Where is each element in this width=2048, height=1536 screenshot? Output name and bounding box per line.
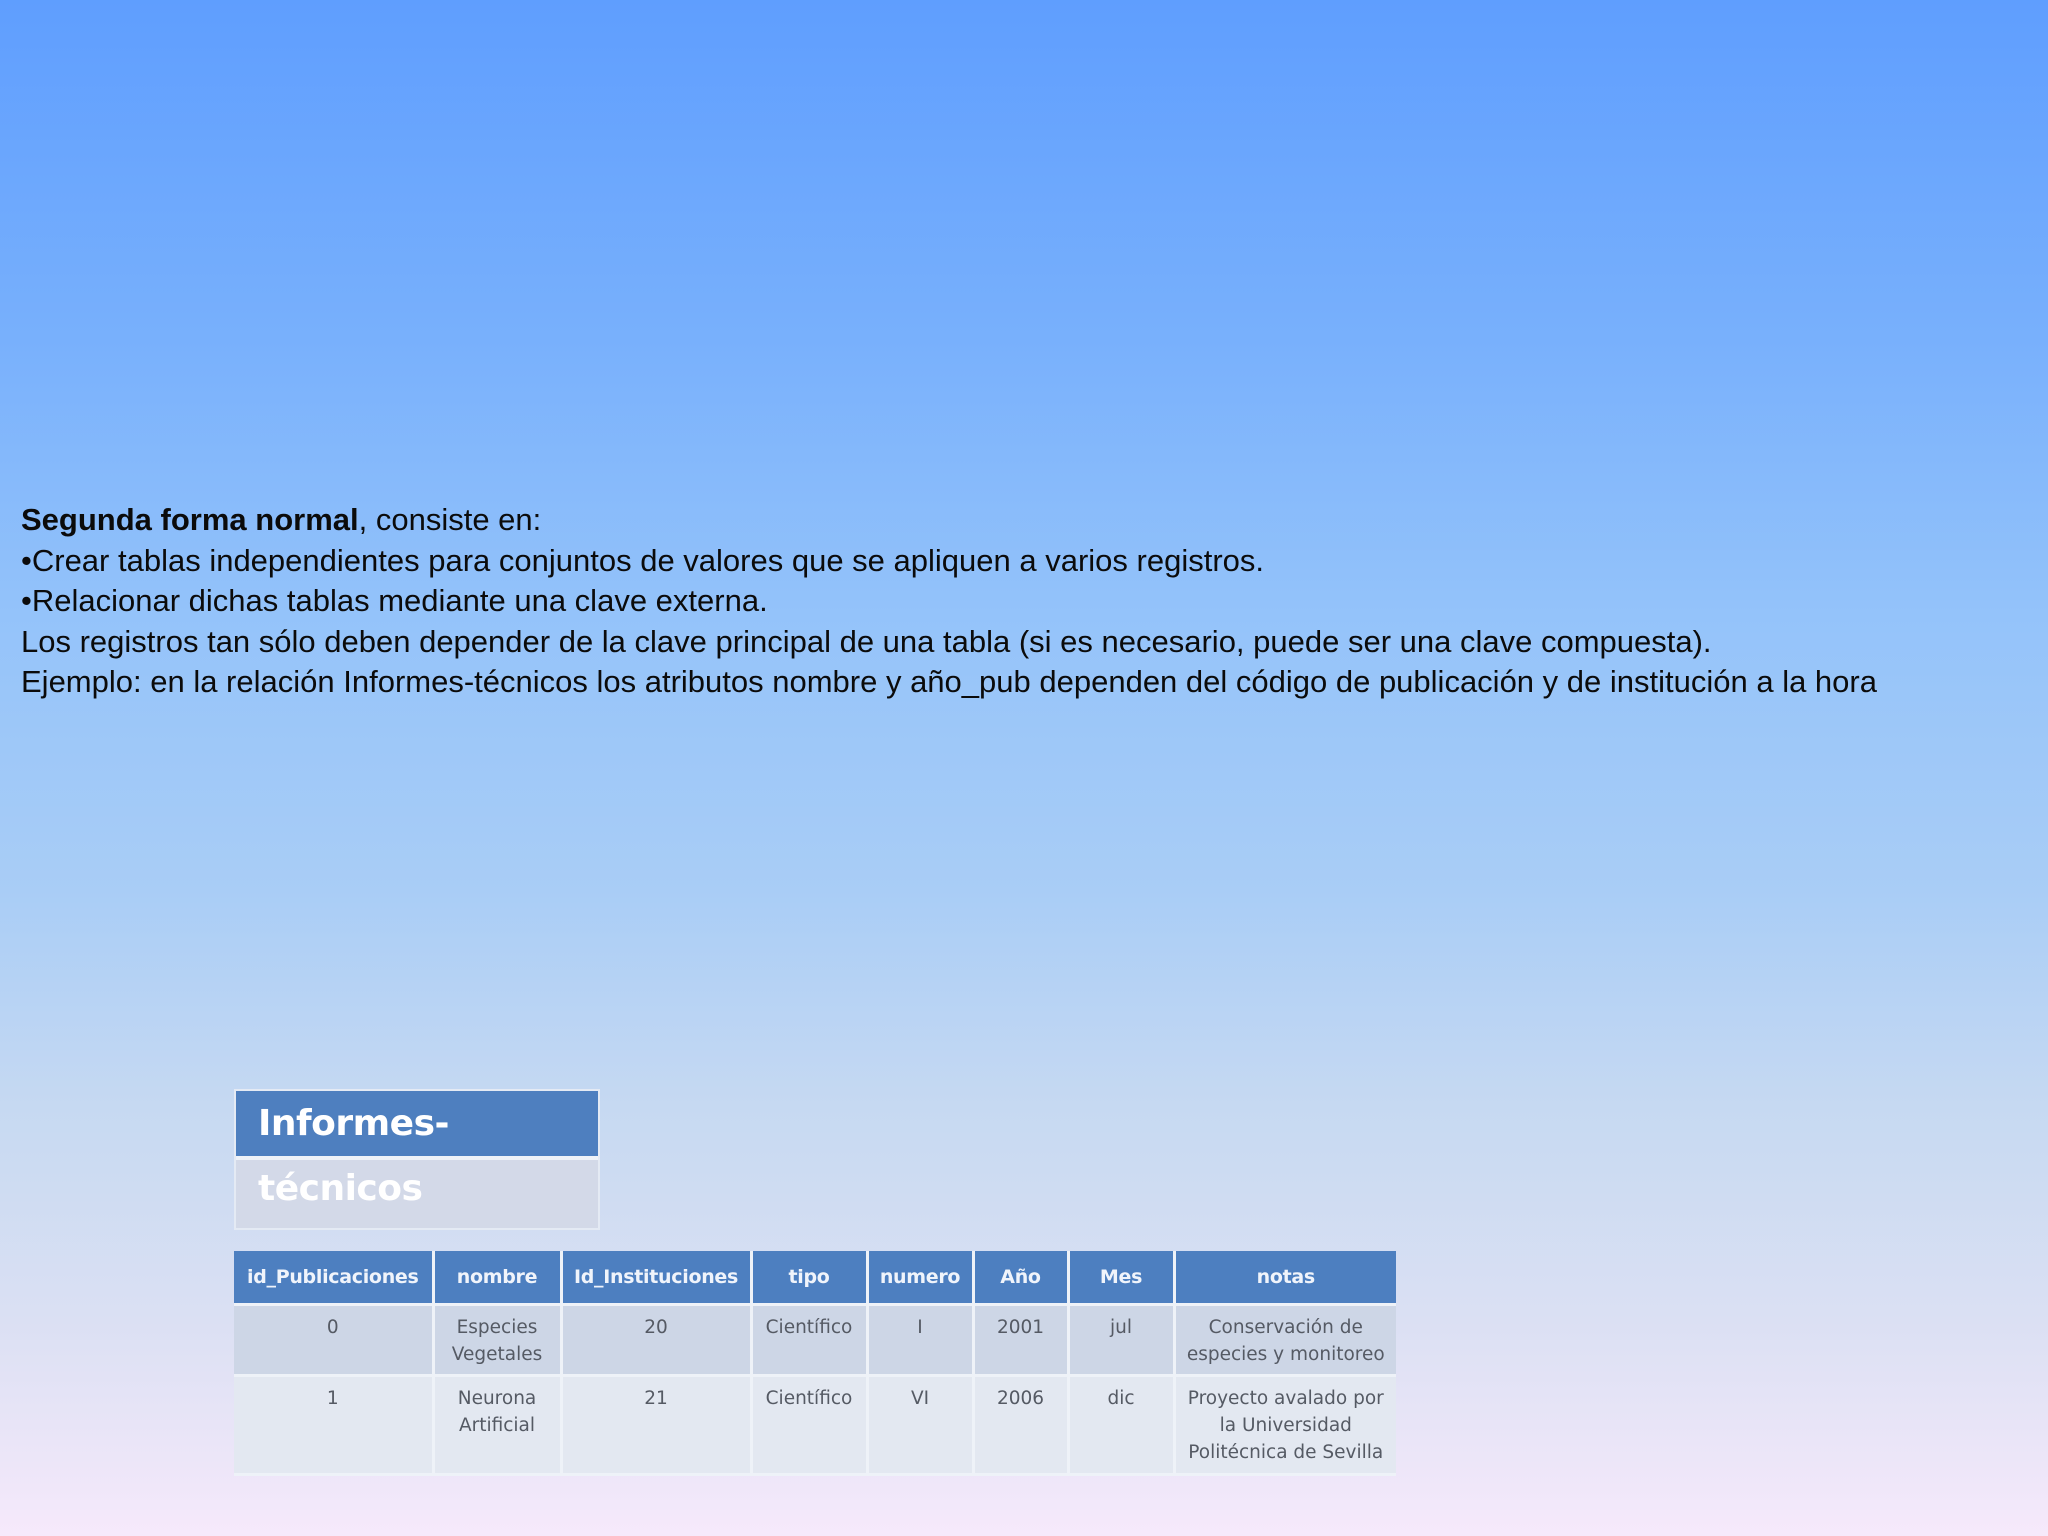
slide-text — [21, 500, 2048, 703]
table-caption-box — [234, 1089, 600, 1230]
header-nombre: nombre — [433, 1251, 561, 1305]
header-notas: notas — [1174, 1251, 1396, 1305]
cell-numero: VI — [867, 1376, 973, 1475]
cell-notas-line: Proyecto avalado por — [1187, 1388, 1384, 1409]
cell-notas-line: especies y monitoreo — [1186, 1344, 1385, 1365]
cell-id-instituciones: 21 — [561, 1376, 751, 1475]
cell-tipo: Científico — [751, 1305, 867, 1376]
table-caption-title: Informes-técnicos — [236, 1091, 598, 1160]
intro-heading-line — [21, 500, 2048, 541]
cell-mes: dic — [1068, 1376, 1174, 1475]
intro-title-rest: , consiste en: — [358, 502, 542, 537]
cell-id: 0 — [234, 1305, 433, 1376]
intro-title-bold: Segunda forma normal — [21, 502, 359, 537]
cell-nombre-line: Vegetales — [451, 1344, 543, 1365]
cell-notas-line: Politécnica de Sevilla — [1188, 1442, 1384, 1463]
table-row — [234, 1305, 1396, 1376]
header-mes: Mes — [1068, 1251, 1174, 1305]
cell-id: 1 — [234, 1376, 433, 1475]
cell-notas — [1174, 1376, 1396, 1475]
cell-nombre — [433, 1305, 561, 1376]
header-id-publicaciones: id_Publicaciones — [234, 1251, 433, 1305]
intro-bullet-2: •Relacionar dichas tablas mediante una clave externa. — [21, 583, 768, 618]
cell-nombre-line: Especies — [456, 1317, 538, 1338]
header-anio: Año — [973, 1251, 1068, 1305]
cell-numero: I — [867, 1305, 973, 1376]
cell-nombre-line: Neurona — [457, 1388, 537, 1409]
cell-notas-line: la Universidad — [1219, 1415, 1352, 1436]
cell-nombre — [433, 1376, 561, 1475]
header-numero: numero — [867, 1251, 973, 1305]
intro-bullet-1: •Crear tablas independientes para conjuntos de valores que se apliquen a varios registros. — [21, 542, 1264, 578]
cell-nombre-line: Artificial — [458, 1415, 536, 1436]
table-row — [234, 1376, 1396, 1475]
cell-notas — [1174, 1305, 1396, 1376]
cell-id-instituciones: 20 — [561, 1305, 751, 1376]
cell-anio: 2006 — [973, 1376, 1068, 1475]
header-id-instituciones: Id_Instituciones — [561, 1251, 751, 1305]
intro-line-5: Ejemplo: en la relación Informes-técnicos los atributos nombre y año_pub dependen del código de publicación y de institución a la hora — [21, 664, 1877, 699]
header-tipo: tipo — [751, 1251, 867, 1305]
cell-mes: jul — [1068, 1305, 1174, 1376]
cell-notas-line: Conservación de — [1208, 1317, 1363, 1338]
table-header-row — [234, 1251, 1396, 1305]
cell-anio: 2001 — [973, 1305, 1068, 1376]
informes-tecnicos-table — [234, 1251, 1396, 1476]
intro-line-4: Los registros tan sólo deben depender de la clave principal de una tabla (si es necesario, puede ser una clave compuesta). — [21, 623, 1712, 659]
cell-tipo: Científico — [751, 1376, 867, 1475]
